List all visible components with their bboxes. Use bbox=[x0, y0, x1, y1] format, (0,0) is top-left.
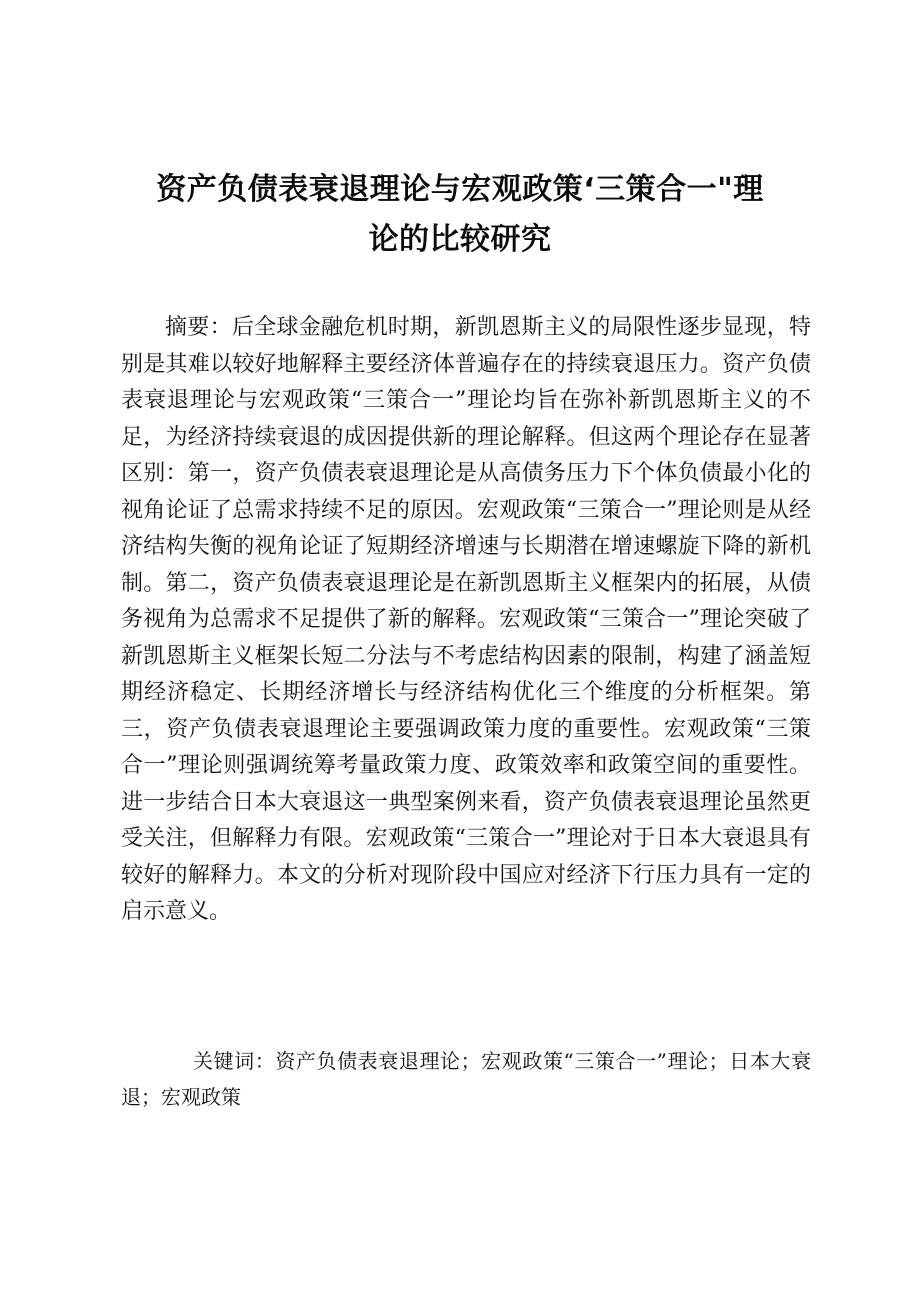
abstract-paragraph bbox=[121, 310, 811, 931]
keywords-paragraph bbox=[121, 1043, 811, 1115]
document-title bbox=[110, 165, 810, 265]
abstract-text: 后全球金融危机时期，新凯恩斯主义的局限性逐步显现，特别是其难以较好地解释主要经济体普遍存在的持续衰退压力。资产负债表衰退理论与宏观政策“三策合一”理论均旨在弥补新凯恩斯主义的不足，为经济持续衰退的成因提供新的理论解释。但这两个理论存在显著区别：第一，资产负债表衰退理论是从高债务压力下个体负债最小化的视角论证了总需求持续不足的原因。宏观政策“三策合一”理论则是从经济结构失衡的视角论证了短期经济增速与长期潜在增速螺旋下降的新机制。第二，资产负债表衰退理论是在新凯恩斯主义框架内的拓展，从债务视角为总需求不足提供了新的解释。宏观政策“三策合一”理论突破了新凯恩斯主义框架长短二分法与不考虑结构因素的限制，构建了涵盖短期经济稳定、长期经济增长与经济结构优化三个维度的分析框架。第三，资产负债表衰退理论主要强调政策力度的重要性。宏观政策“三策合一”理论则强调统筹考量政策力度、政策效率和政策空间的重要性。进一步结合日本大衰退这一典型案例来看，资产负债表衰退理论虽然更受关注，但解释力有限。宏观政策“三策合一”理论对于日本大衰退具有较好的解释力。本文的分析对现阶段中国应对经济下行压力具有一定的启示意义。 bbox=[121, 315, 811, 924]
keywords-label: 关键词： bbox=[193, 1049, 276, 1073]
title-line-1: 资产负债表衰退理论与宏观政策‘三策合一"理 bbox=[156, 172, 764, 207]
keywords-text: 资产负债表衰退理论；宏观政策“三策合一”理论；日本大衰退；宏观政策 bbox=[121, 1049, 811, 1109]
title-line-2: 论的比较研究 bbox=[368, 222, 552, 257]
abstract-label: 摘要： bbox=[165, 315, 232, 340]
